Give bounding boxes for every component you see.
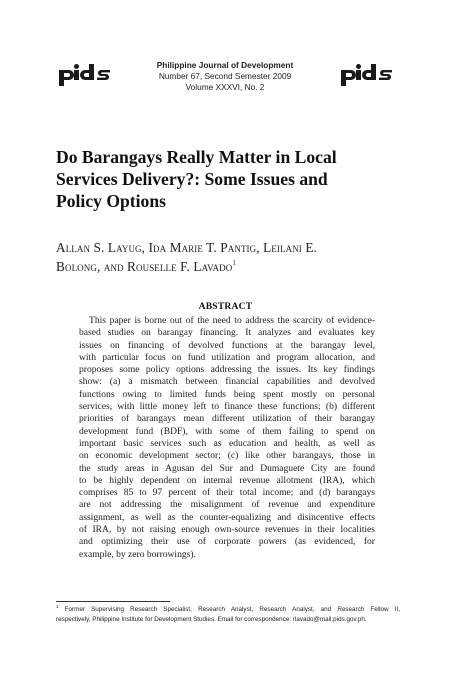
- footnote-line: [56, 605, 400, 615]
- abstract-line: This paper is borne out of the need to address the scarcity of evidence-: [89, 315, 375, 326]
- abstract-line: show: (a) a mismatch between financial capabilities and devolved: [79, 376, 375, 388]
- abstract-line: assignment, as well as the counter-equalizing and disincentive effects: [79, 511, 375, 523]
- title-line: Policy Options: [56, 191, 166, 211]
- pids-logo-right: [340, 64, 394, 86]
- footnote-divider: [56, 601, 170, 602]
- abstract-line: of IRA, by not raising enough own-source revenues in their localities: [79, 524, 375, 536]
- pids-logo-left: [58, 64, 112, 86]
- title-line: Services Delivery?: Some Issues and: [56, 169, 328, 189]
- abstract-line: important basic services such as education and health, as well as: [79, 437, 375, 449]
- author-line: Allan S. Layug, Ida Marie T. Pantig, Leilani E.: [56, 240, 317, 255]
- abstract-line: issues on financing of devolved functions at the barangay level,: [79, 339, 375, 351]
- abstract-line: on economic development sector; (c) like other barangays, those in: [79, 450, 375, 462]
- abstract-line: proposes some policy options addressing the issues. Its key findings: [79, 364, 375, 376]
- abstract-line: comprises 85 to 97 percent of their total income; and (d) barangays: [79, 487, 375, 499]
- footnote-mark: 1: [56, 604, 59, 609]
- footnote: [56, 605, 400, 624]
- abstract-line: based studies on barangay financing. It analyzes and evaluates key: [79, 327, 375, 339]
- abstract-body: [79, 315, 375, 561]
- author-line: [56, 257, 396, 276]
- pids-logo-icon: [340, 64, 394, 86]
- journal-header: [120, 60, 330, 93]
- abstract-line: services, with little money left to finance these functions; (b) different: [79, 401, 375, 413]
- abstract-line: the study areas in Agusan del Sur and Dumaguete City are found: [79, 462, 375, 474]
- abstract-heading: ABSTRACT: [198, 301, 253, 312]
- abstract-line: example, by zero borrowings).: [79, 548, 196, 560]
- journal-number: Number 67, Second Semester 2009: [158, 71, 292, 81]
- abstract-line: development fund (BDF), with some of them failing to spend on: [79, 425, 375, 437]
- abstract-line: are not addressing the misalignment of revenue and expenditure: [79, 499, 375, 511]
- abstract-line: priorities of barangays mean different utilization of their barangay: [79, 413, 375, 425]
- abstract-line: and optimizing their use of corporate powers (as evidenced, for: [79, 536, 375, 548]
- abstract-line: to be highly dependent on internal revenue allotment (IRA), which: [79, 474, 375, 486]
- journal-volume: Volume XXXVI, No. 2: [185, 82, 265, 92]
- abstract-line: with particular focus on fund utilization and program allocation, and: [79, 351, 375, 363]
- paper-title: [56, 146, 396, 212]
- footnote-text: Former Supervising Research Specialist, Research Analyst, Research Analyst, and Research Fellow II,: [58, 606, 400, 613]
- author-line-text: Bolong, and Rouselle F. Lavado: [56, 259, 233, 274]
- title-line: Do Barangays Really Matter in Local: [56, 147, 337, 167]
- journal-name: Philippine Journal of Development: [156, 60, 294, 70]
- author-footnote-mark[interactable]: 1: [232, 259, 236, 267]
- pids-logo-icon: [58, 64, 112, 86]
- author-list: [56, 238, 396, 276]
- abstract-line: functions owing to limited funds being spent mostly on personal: [79, 388, 375, 400]
- footnote-line[interactable]: respectively, Philippine Institute for Development Studies. Email for correspondence: rlavado@mail.pids.gov.ph.: [56, 615, 367, 623]
